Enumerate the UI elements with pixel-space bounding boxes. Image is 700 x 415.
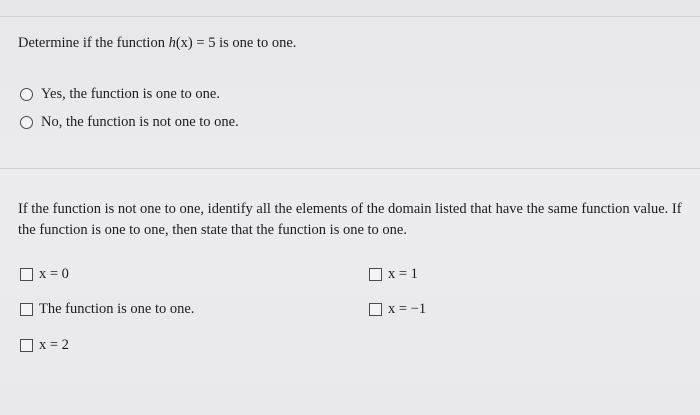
radio-label-no: No, the function is not one to one. bbox=[41, 114, 239, 130]
checkbox-option-one-to-one[interactable] bbox=[20, 301, 194, 318]
radio-option-no[interactable] bbox=[20, 114, 239, 131]
function-name: h bbox=[168, 35, 176, 51]
question-1-suffix: = 5 is one to one. bbox=[192, 35, 297, 51]
checkbox-xneg1[interactable] bbox=[369, 303, 382, 316]
checkbox-x0[interactable] bbox=[20, 268, 33, 281]
top-divider bbox=[0, 16, 700, 17]
radio-label-yes: Yes, the function is one to one. bbox=[41, 86, 220, 102]
checkbox-label-x1: x = 1 bbox=[388, 266, 418, 282]
checkbox-option-x0[interactable] bbox=[20, 266, 69, 283]
question-1-text bbox=[18, 35, 296, 52]
radio-option-yes[interactable] bbox=[20, 86, 220, 103]
checkbox-x2[interactable] bbox=[20, 339, 33, 352]
question-1-prefix: Determine if the function bbox=[18, 35, 169, 51]
checkbox-option-x1[interactable] bbox=[369, 266, 418, 283]
checkbox-label-x2: x = 2 bbox=[39, 337, 69, 353]
radio-button-yes[interactable] bbox=[20, 88, 33, 101]
checkbox-label-one-to-one: The function is one to one. bbox=[39, 301, 195, 317]
checkbox-option-xneg1[interactable] bbox=[369, 301, 426, 318]
section-divider bbox=[0, 168, 700, 169]
checkbox-label-xneg1: x = −1 bbox=[388, 301, 427, 317]
checkbox-option-x2[interactable] bbox=[20, 337, 69, 354]
checkbox-one-to-one[interactable] bbox=[20, 303, 33, 316]
checkbox-label-x0: x = 0 bbox=[39, 266, 69, 282]
function-arg: (x) bbox=[175, 35, 193, 51]
checkbox-x1[interactable] bbox=[369, 268, 382, 281]
radio-button-no[interactable] bbox=[20, 116, 33, 129]
question-2-text: If the function is not one to one, identify all the elements of the domain listed that have the same function value. If the function is one to one, then state that the function is one to one. bbox=[18, 201, 682, 238]
